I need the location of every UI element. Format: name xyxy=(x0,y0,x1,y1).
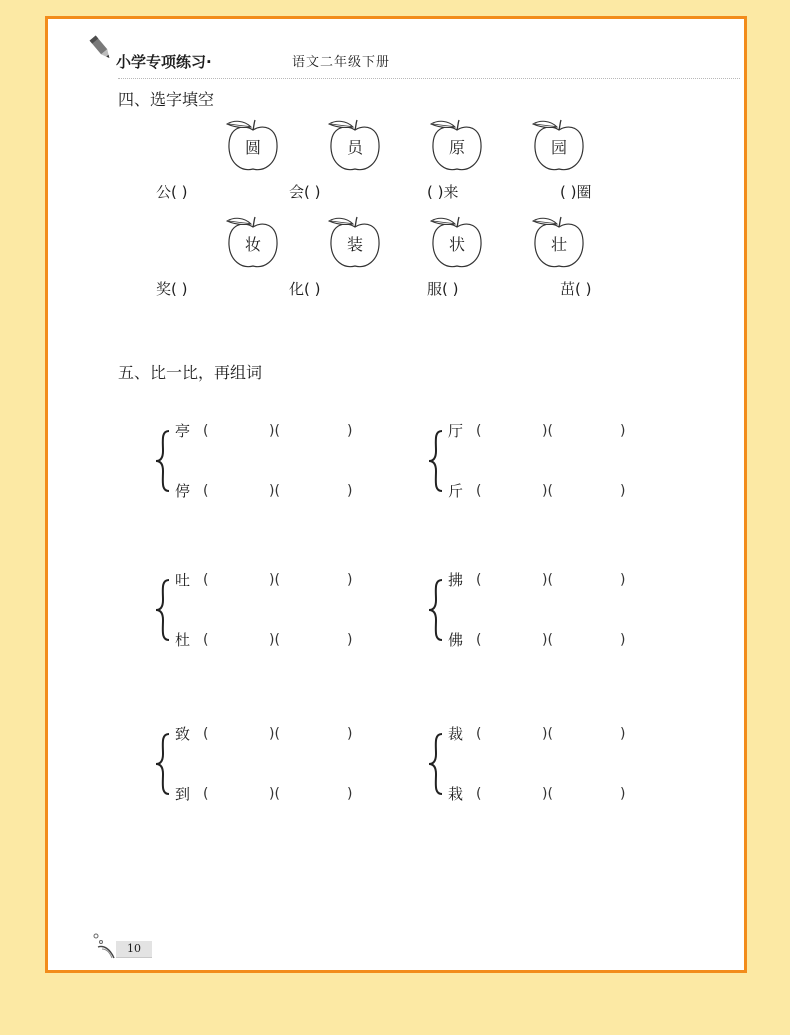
section-5-title: 五、比一比，再组词 xyxy=(118,363,263,382)
fill-blank[interactable]: 会( ) xyxy=(289,183,321,201)
page-footer xyxy=(92,931,162,961)
apple-card xyxy=(224,215,282,273)
brace-icon xyxy=(428,724,444,804)
series-title: 小学专项练习· xyxy=(116,53,212,71)
pair-char: 裁 xyxy=(448,725,464,743)
grade-title: 语文二年级下册 xyxy=(292,55,391,70)
apple-char: 原 xyxy=(448,138,465,157)
compare-pair xyxy=(428,570,648,650)
brace-icon xyxy=(155,724,171,804)
paren-close[interactable]: ) xyxy=(347,483,353,499)
header-divider xyxy=(118,78,740,79)
paren-open[interactable]: ( xyxy=(476,726,482,742)
paren-open[interactable]: ( xyxy=(203,632,209,648)
apple-char: 员 xyxy=(346,138,363,157)
apple-char: 园 xyxy=(550,138,567,157)
paren-close[interactable]: ) xyxy=(620,483,626,499)
paren-close[interactable]: ) xyxy=(347,632,353,648)
fill-blank[interactable]: ( )来 xyxy=(427,183,459,201)
page-number: 10 xyxy=(116,941,152,958)
paren-open[interactable]: ( xyxy=(476,423,482,439)
apple-card xyxy=(530,215,588,273)
fill-blank[interactable]: 服( ) xyxy=(427,280,459,298)
pair-char: 拂 xyxy=(448,571,464,589)
apple-char: 壮 xyxy=(550,235,567,254)
paren-close[interactable]: ) xyxy=(620,572,626,588)
apple-card xyxy=(428,215,486,273)
paren-close[interactable]: ) xyxy=(620,632,626,648)
paren-mid[interactable]: )( xyxy=(269,726,280,742)
paren-close[interactable]: ) xyxy=(347,726,353,742)
apple-card xyxy=(326,215,384,273)
pair-char: 斤 xyxy=(448,482,464,500)
apple-card xyxy=(530,118,588,176)
paren-mid[interactable]: )( xyxy=(269,786,280,802)
pair-char: 佛 xyxy=(448,631,464,649)
apple-char: 圆 xyxy=(244,138,261,157)
swirl-decoration-icon xyxy=(92,931,118,959)
paren-close[interactable]: ) xyxy=(347,423,353,439)
compare-pair xyxy=(428,421,648,501)
paren-open[interactable]: ( xyxy=(203,483,209,499)
pair-char: 停 xyxy=(175,482,191,500)
page-header xyxy=(88,33,703,69)
paren-mid[interactable]: )( xyxy=(542,572,553,588)
compare-pair xyxy=(155,724,375,804)
paren-close[interactable]: ) xyxy=(347,572,353,588)
paren-open[interactable]: ( xyxy=(203,423,209,439)
brace-icon xyxy=(428,570,444,650)
compare-pair xyxy=(428,724,648,804)
fill-blank[interactable]: 茁( ) xyxy=(560,280,592,298)
fill-blank[interactable]: 公( ) xyxy=(156,183,188,201)
paren-open[interactable]: ( xyxy=(476,483,482,499)
pencil-icon xyxy=(88,33,114,63)
paren-close[interactable]: ) xyxy=(620,423,626,439)
paren-open[interactable]: ( xyxy=(203,572,209,588)
paren-mid[interactable]: )( xyxy=(269,483,280,499)
pair-char: 厅 xyxy=(448,422,464,440)
brace-icon xyxy=(155,421,171,501)
paren-close[interactable]: ) xyxy=(620,726,626,742)
section-4-title: 四、选字填空 xyxy=(118,90,215,109)
worksheet-page xyxy=(45,16,747,973)
fill-blank[interactable]: 化( ) xyxy=(289,280,321,298)
paren-open[interactable]: ( xyxy=(203,786,209,802)
paren-close[interactable]: ) xyxy=(347,786,353,802)
paren-open[interactable]: ( xyxy=(476,572,482,588)
paren-mid[interactable]: )( xyxy=(269,423,280,439)
fill-blank[interactable]: 奖( ) xyxy=(156,280,188,298)
pair-char: 杜 xyxy=(175,631,191,649)
apple-char: 妆 xyxy=(244,235,261,254)
apple-char: 状 xyxy=(448,235,465,254)
pair-char: 致 xyxy=(175,725,191,743)
paren-mid[interactable]: )( xyxy=(542,483,553,499)
paren-close[interactable]: ) xyxy=(620,786,626,802)
paren-open[interactable]: ( xyxy=(203,726,209,742)
paren-mid[interactable]: )( xyxy=(542,423,553,439)
paren-open[interactable]: ( xyxy=(476,786,482,802)
paren-mid[interactable]: )( xyxy=(542,726,553,742)
pair-char: 栽 xyxy=(448,785,464,803)
pair-char: 吐 xyxy=(175,571,191,589)
fill-blank[interactable]: ( )圈 xyxy=(560,183,592,201)
paren-open[interactable]: ( xyxy=(476,632,482,648)
apple-card xyxy=(224,118,282,176)
brace-icon xyxy=(155,570,171,650)
paren-mid[interactable]: )( xyxy=(542,786,553,802)
pair-char: 到 xyxy=(175,785,191,803)
compare-pair xyxy=(155,421,375,501)
paren-mid[interactable]: )( xyxy=(269,632,280,648)
apple-card xyxy=(428,118,486,176)
pair-char: 亭 xyxy=(175,422,191,440)
paren-mid[interactable]: )( xyxy=(269,572,280,588)
brace-icon xyxy=(428,421,444,501)
compare-pair xyxy=(155,570,375,650)
apple-char: 装 xyxy=(346,235,363,254)
paren-mid[interactable]: )( xyxy=(542,632,553,648)
apple-card xyxy=(326,118,384,176)
